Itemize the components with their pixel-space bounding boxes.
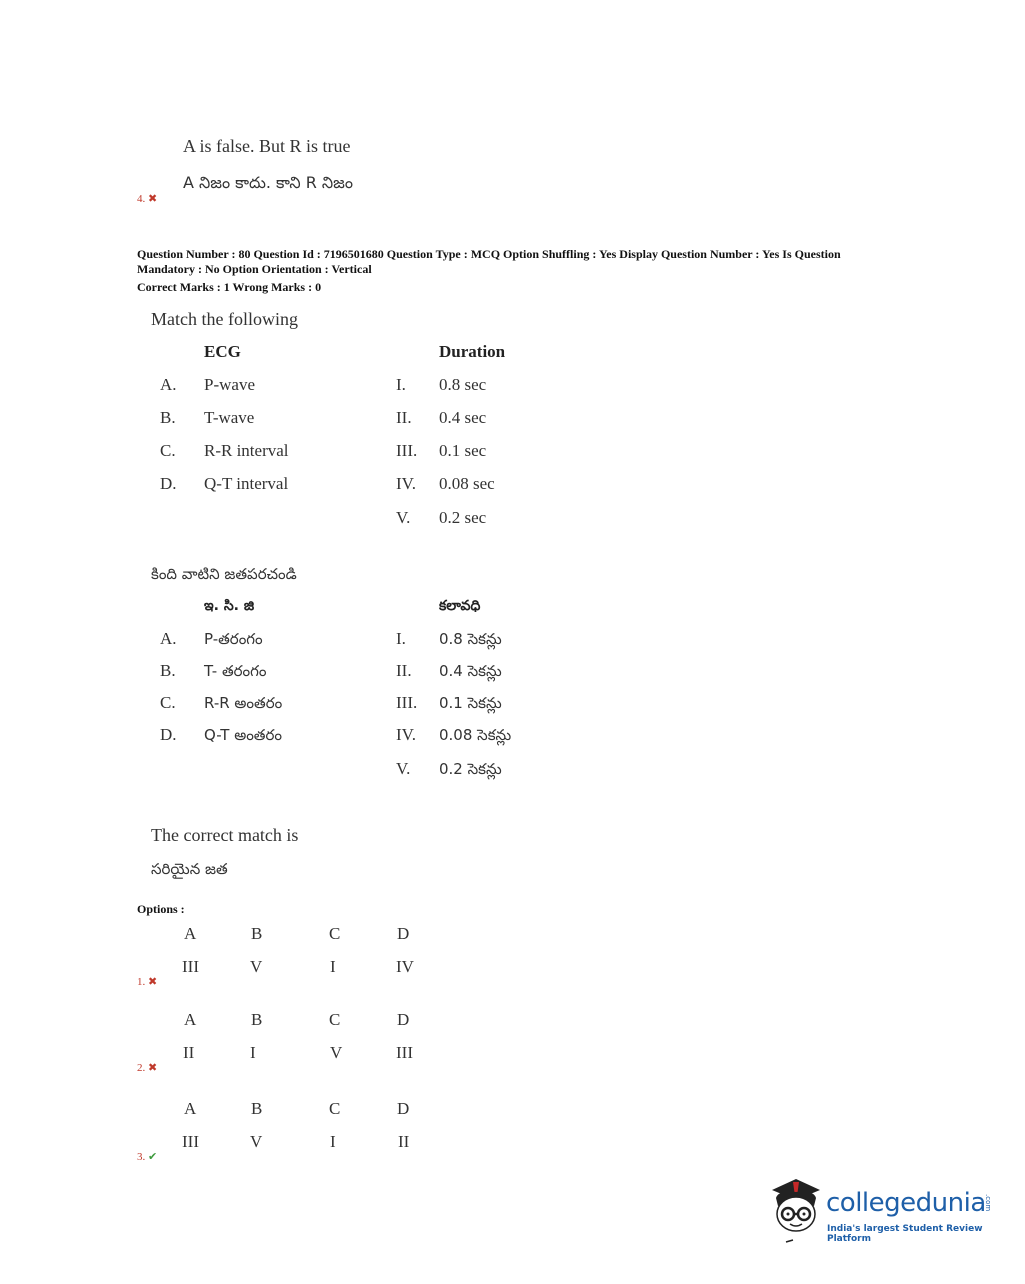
right-value: 0.2 sec [439,508,487,527]
logo-wordmark: collegedunia [826,1188,986,1218]
question-title-en: Match the following [151,309,298,329]
option-header-cell: C [329,924,341,943]
right-value: 0.08 సెకన్లు [439,726,512,744]
logo-suffix: .com [984,1194,992,1212]
right-key: II. [396,408,412,427]
option-value-cell: II [398,1132,410,1151]
option-value-cell: III [182,1132,199,1151]
left-key: A. [160,375,177,394]
left-key: C. [160,441,176,460]
option-header-cell: D [397,1010,410,1029]
prev-option-number-label: 4. [137,193,146,205]
left-key: A. [160,629,177,648]
col1-header-te: ఇ. సి. జి [204,598,255,614]
right-key: V. [396,759,411,778]
left-value: P-wave [204,375,255,394]
option-number-label: 2. [137,1062,146,1074]
option-number [137,975,157,988]
right-value: 0.8 sec [439,375,487,394]
right-key: I. [396,629,406,648]
option-header-cell: A [184,1099,197,1118]
right-value: 0.1 sec [439,441,487,460]
option-number-label: 1. [137,976,146,988]
left-key: B. [160,408,176,427]
option-header-cell: C [329,1010,341,1029]
right-key: IV. [396,725,416,744]
option-header-cell: D [397,924,410,943]
check-icon: ✔ [148,1151,158,1163]
left-value: T-wave [204,408,255,427]
option-value-cell: I [330,957,336,976]
prev-option-text-en: A is false. But R is true [183,136,351,156]
right-value: 0.1 సెకన్లు [439,694,502,712]
option-header-cell: B [251,924,263,943]
cross-icon: ✖ [148,193,158,205]
option-header-cell: C [329,1099,341,1118]
right-key: II. [396,661,412,680]
student-mascot-icon [766,1176,824,1244]
question-title-te: కింది వాటిని జతపరచండి [151,565,297,583]
option-value-cell: V [330,1043,343,1062]
option-value-cell: V [250,1132,263,1151]
option-header-cell: A [184,1010,197,1029]
question-meta-line3: Correct Marks : 1 Wrong Marks : 0 [137,280,322,294]
left-key: B. [160,661,176,680]
option-value-cell: III [182,957,199,976]
option-value-cell: IV [396,957,414,976]
option-header-cell: A [184,924,197,943]
col1-header-en: ECG [204,342,241,361]
left-value: P-తరంగం [204,630,263,648]
option-number [137,1061,157,1074]
option-value-cell: II [183,1043,195,1062]
left-value: R-R interval [204,441,289,460]
option-header-cell: B [251,1010,263,1029]
logo-tagline: India's largest Student Review Platform [827,1224,983,1244]
question-meta-line2: Mandatory : No Option Orientation : Vertical [137,262,372,276]
option-value-cell: V [250,957,263,976]
right-key: IV. [396,474,416,493]
left-value: R-R అంతరం [204,694,283,712]
right-value: 0.8 సెకన్లు [439,630,502,648]
question-meta-line1: Question Number : 80 Question Id : 7196501680 Question Type : MCQ Option Shuffling : Yes Display Question Number : Yes Is Question [137,247,841,261]
option-number [137,1150,157,1163]
left-key: C. [160,693,176,712]
option-number-label: 3. [137,1151,146,1163]
left-value: Q-T interval [204,474,289,493]
option-value-cell: III [396,1043,413,1062]
prev-option-text-te: A నిజం కాదు. కాని R నిజం [183,173,353,192]
right-key: I. [396,375,406,394]
left-value: T- తరంగం [204,662,267,680]
col2-header-te: కలావధి [439,598,481,614]
cross-icon: ✖ [148,976,158,988]
left-value: Q-T అంతరం [204,726,282,744]
right-key: III. [396,693,418,712]
options-label: Options : [137,902,185,916]
left-key: D. [160,725,177,744]
right-value: 0.08 sec [439,474,495,493]
col2-header-en: Duration [439,342,506,361]
option-header-cell: B [251,1099,263,1118]
option-value-cell: I [250,1043,256,1062]
right-key: III. [396,441,418,460]
collegedunia-logo [766,1176,996,1246]
left-key: D. [160,474,177,493]
right-value: 0.4 సెకన్లు [439,662,502,680]
option-value-cell: I [330,1132,336,1151]
right-value: 0.2 సెకన్లు [439,760,502,778]
option-header-cell: D [397,1099,410,1118]
right-value: 0.4 sec [439,408,487,427]
prompt-te: సరియైన జత [151,860,228,878]
cross-icon: ✖ [148,1062,158,1074]
prompt-en: The correct match is [151,825,299,845]
prev-option-number [137,192,157,205]
right-key: V. [396,508,411,527]
